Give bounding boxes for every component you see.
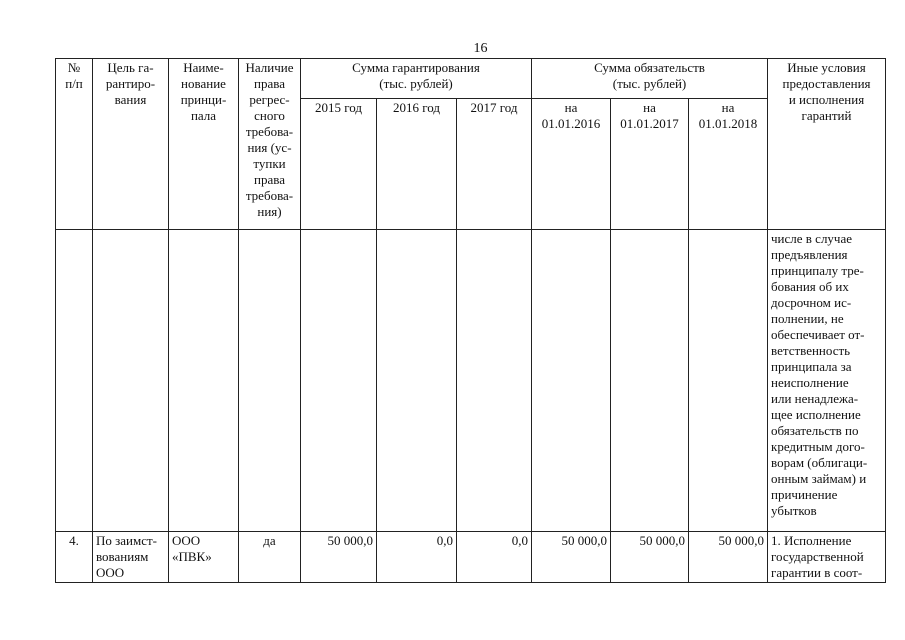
row4-regress: да <box>239 532 301 583</box>
row4-conditions: 1. Исполнение государственной гарантии в соот- <box>768 532 886 583</box>
row4-guarantee-2015: 50 000,0 <box>301 532 377 583</box>
row4-num: 4. <box>56 532 93 583</box>
row4-obligation-2016: 50 000,0 <box>532 532 611 583</box>
header-principal: Наиме- нование принци- пала <box>169 59 239 230</box>
header-regress: Наличие права регрес- сного требова- ния (ус- тупки права требова- ния) <box>239 59 301 230</box>
header-date-2018: на 01.01.2018 <box>689 99 768 230</box>
row4-purpose: По заимст- вованиям ООО <box>93 532 169 583</box>
continuation-conditions-text: числе в случае предъявления принципалу тре- бования об их досрочном ис- полнении, не обеспечивает от- ветственность принципала за неисполнение или ненадлежа- щее исполнение обязательств по кредитным дого- ворам (облигаци- онным займам) и причинение убытков <box>768 230 886 532</box>
header-date-2017: на 01.01.2017 <box>611 99 689 230</box>
row4-obligation-2017: 50 000,0 <box>611 532 689 583</box>
header-guarantee-sum: Сумма гарантирования (тыс. рублей) <box>301 59 532 99</box>
table-row <box>56 532 886 583</box>
header-purpose: Цель га- рантиро- вания <box>93 59 169 230</box>
header-num: № п/п <box>56 59 93 230</box>
header-date-2016: на 01.01.2016 <box>532 99 611 230</box>
header-other-conditions: Иные условия предоставления и исполнения гарантий <box>768 59 886 230</box>
row4-principal: ООО «ПВК» <box>169 532 239 583</box>
header-year-2015: 2015 год <box>301 99 377 230</box>
header-obligation-sum: Сумма обязательств (тыс. рублей) <box>532 59 768 99</box>
header-year-2016: 2016 год <box>377 99 457 230</box>
table-row <box>56 230 886 532</box>
guarantee-table <box>55 58 886 583</box>
header-year-2017: 2017 год <box>457 99 532 230</box>
row4-obligation-2018: 50 000,0 <box>689 532 768 583</box>
page-number: 16 <box>473 41 488 56</box>
row4-guarantee-2017: 0,0 <box>457 532 532 583</box>
row4-guarantee-2016: 0,0 <box>377 532 457 583</box>
